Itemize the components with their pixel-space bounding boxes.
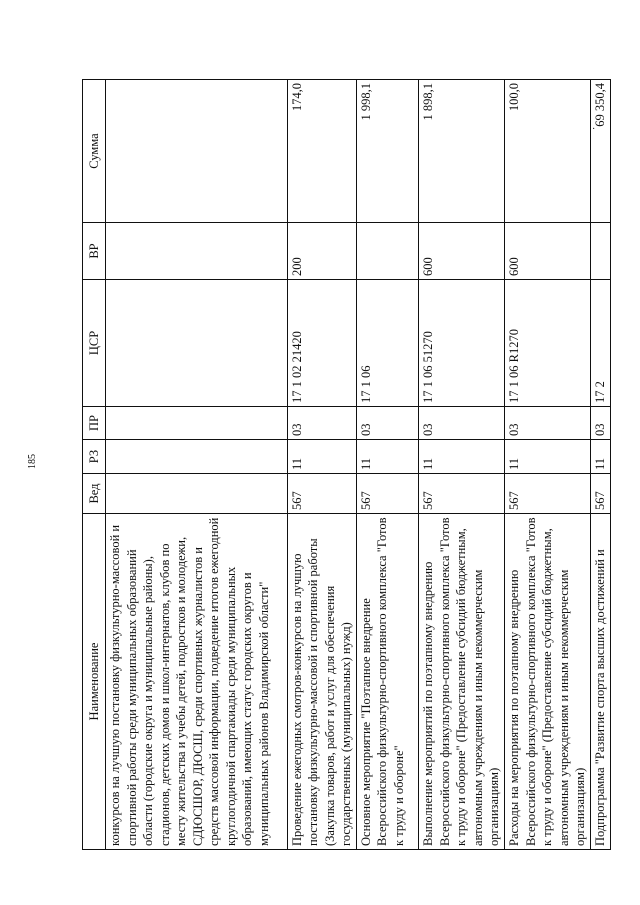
cell-name: Расходы на мероприятия по поэтапному внедрению Всероссийского физкультурно-спортивного комплекса "Готов к труду и обороне" (Предоставление субсидий бюджетным, автономным учреждениям и иным некоммерческим организациям) (505, 514, 591, 850)
header-pr: ПР (83, 407, 106, 440)
cell-vr: 600 (419, 223, 505, 280)
cell-rz: 11 (287, 440, 356, 474)
cell-csr: 17 2 (590, 280, 610, 407)
budget-table (82, 79, 611, 850)
cell-sum: 1 898,1 (419, 80, 505, 223)
header-rz: РЗ (83, 440, 106, 474)
budget-table-container (82, 80, 611, 850)
cell-csr (106, 280, 288, 407)
cell-rz: 11 (419, 440, 505, 474)
cell-rz (106, 440, 288, 474)
page-number: 185 (27, 454, 38, 469)
cell-vr (106, 223, 288, 280)
cell-vr (590, 223, 610, 280)
cell-name: Основное мероприятие "Поэтапное внедрение Всероссийского физкультурно-спортивного комплекса "Готов к труду и обороне" (356, 514, 418, 850)
cell-ved: 567 (590, 474, 610, 514)
cell-ved: 567 (356, 474, 418, 514)
table-row (505, 80, 591, 850)
cell-name: Проведение ежегодных смотров-конкурсов на лучшую постановку физкультурно-массовой и спортивной работы (Закупка товаров, работ и услуг для обеспечения государственных (муниципальных) нужд) (287, 514, 356, 850)
header-ved: Вед (83, 474, 106, 514)
cell-sum: 100,0 (505, 80, 591, 223)
header-csr: ЦСР (83, 280, 106, 407)
cell-pr: 03 (356, 407, 418, 440)
cell-pr: 03 (287, 407, 356, 440)
cell-pr (106, 407, 288, 440)
header-sum: Сумма (83, 80, 106, 223)
cell-csr: 17 1 06 (356, 280, 418, 407)
cell-rz: 11 (505, 440, 591, 474)
cell-csr: 17 1 06 R1270 (505, 280, 591, 407)
cell-ved: 567 (419, 474, 505, 514)
table-row (106, 80, 288, 850)
cell-csr: 17 1 02 21420 (287, 280, 356, 407)
cell-ved (106, 474, 288, 514)
table-row (287, 80, 356, 850)
cell-ved: 567 (505, 474, 591, 514)
cell-vr: 200 (287, 223, 356, 280)
cell-rz: 11 (356, 440, 418, 474)
cell-sum: 1 998,1 (356, 80, 418, 223)
cell-csr: 17 1 06 51270 (419, 280, 505, 407)
cell-rz: 11 (590, 440, 610, 474)
table-row (419, 80, 505, 850)
cell-ved: 567 (287, 474, 356, 514)
header-name: Наименование (83, 514, 106, 850)
cell-vr (356, 223, 418, 280)
header-vr: ВР (83, 223, 106, 280)
corner-mark: · (592, 124, 596, 135)
cell-name: Выполнение мероприятий по поэтапному внедрению Всероссийского физкультурно-спортивного комплекса "Готов к труду и обороне" (Предоставление субсидий бюджетным, автономным учреждениям и иным некоммерческим организациям) (419, 514, 505, 850)
table-row (356, 80, 418, 850)
cell-pr: 03 (505, 407, 591, 440)
table-row (590, 80, 610, 850)
cell-sum (106, 80, 288, 223)
cell-pr: 03 (590, 407, 610, 440)
cell-name: Подпрограмма "Развитие спорта высших достижений и (590, 514, 610, 850)
table-header-row (83, 80, 106, 850)
cell-sum: 69 350,4 (590, 80, 610, 223)
cell-sum: 174,0 (287, 80, 356, 223)
cell-pr: 03 (419, 407, 505, 440)
cell-vr: 600 (505, 223, 591, 280)
cell-name: конкурсов на лучшую постановку физкультурно-массовой и спортивной работы среди муниципальных образований области (городские округа и муниципальные районы), стадионов, детских домов и школ-интернатов, клубов по месту жительства и учебы детей, подростков и молодежи, СДЮСШОР, ДЮСШ, среди спортивных журналистов и средств массовой информации, подведение итогов ежегодной круглогодичной спартакиады среди муниципальных образований, имеющих статус городских округов и муниципальных районов Владимирской области" (106, 514, 288, 850)
